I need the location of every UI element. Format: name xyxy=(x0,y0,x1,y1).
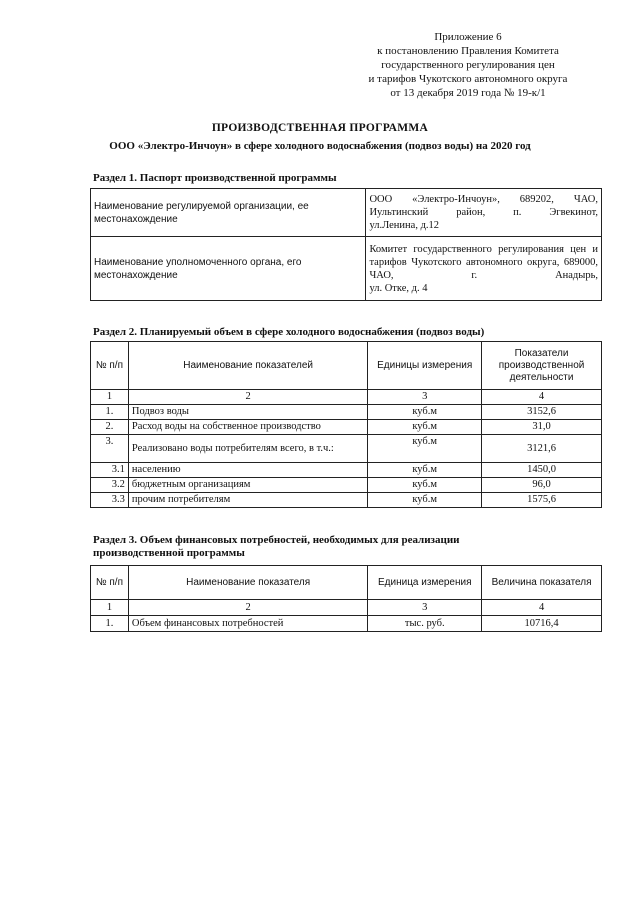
appendix-line: Приложение 6 xyxy=(434,31,502,43)
index-cell: 4 xyxy=(482,600,602,616)
table-row xyxy=(91,463,602,478)
index-cell: 3 xyxy=(368,600,482,616)
row-num: 3.1 xyxy=(91,463,129,478)
index-cell: 1 xyxy=(91,600,129,616)
row-name: населению xyxy=(128,463,367,478)
appendix-line: и тарифов Чукотского автономного округа xyxy=(368,73,568,85)
column-header: Единица измерения xyxy=(368,566,482,600)
volume-table xyxy=(90,341,602,508)
row-value: 96,0 xyxy=(482,478,602,493)
appendix-line: к постановлению Правления Комитета xyxy=(377,45,559,57)
row-unit: куб.м xyxy=(368,463,482,478)
column-header: № п/п xyxy=(91,566,129,600)
table-row xyxy=(91,420,602,435)
row-num: 1. xyxy=(91,405,129,420)
table-row xyxy=(91,616,602,632)
row-name: Подвоз воды xyxy=(128,405,367,420)
passport-label: Наименование уполномоченного органа, его местонахождение xyxy=(91,237,366,301)
passport-value xyxy=(366,237,602,301)
column-header: Наименование показателя xyxy=(128,566,367,600)
table-index-row xyxy=(91,600,602,616)
row-unit: куб.м xyxy=(368,405,482,420)
document-subtitle: ООО «Электро-Инчоун» в сфере холодного водоснабжения (подвоз воды) на 2020 год xyxy=(109,140,531,152)
passport-table xyxy=(90,188,602,301)
row-value: 31,0 xyxy=(482,420,602,435)
passport-label: Наименование регулируемой организации, ее местонахождение xyxy=(91,189,366,237)
row-unit: куб.м xyxy=(368,478,482,493)
column-header: № п/п xyxy=(91,342,129,390)
row-num: 3. xyxy=(91,435,129,463)
appendix-line: государственного регулирования цен xyxy=(381,59,555,71)
index-cell: 4 xyxy=(482,390,602,405)
index-cell: 3 xyxy=(368,390,482,405)
passport-value-last: ул. Отке, д. 4 xyxy=(369,282,428,294)
section3-heading xyxy=(93,534,460,560)
row-value: 10716,4 xyxy=(482,616,602,632)
row-name: прочим потребителям xyxy=(128,493,367,508)
table-row xyxy=(91,478,602,493)
index-cell: 2 xyxy=(128,600,367,616)
passport-value-last: ул.Ленина, д.12 xyxy=(369,220,440,231)
finance-table xyxy=(90,565,602,632)
table-row xyxy=(91,237,602,301)
column-header: Наименование показателей xyxy=(128,342,367,390)
section1-heading: Раздел 1. Паспорт производственной программы xyxy=(93,172,337,184)
passport-value-main: Комитет государственного регулирования цен и тарифов Чукотского автономного округа, 689000, ЧАО, г. Анадырь, xyxy=(369,243,598,281)
document-title: ПРОИЗВОДСТВЕННАЯ ПРОГРАММА xyxy=(211,122,429,134)
table-header-row xyxy=(91,342,602,390)
row-num: 3.3 xyxy=(91,493,129,508)
row-name: Объем финансовых потребностей xyxy=(128,616,367,632)
row-value: 3152,6 xyxy=(482,405,602,420)
row-num: 2. xyxy=(91,420,129,435)
section3-heading-line: Раздел 3. Объем финансовых потребностей, необходимых для реализации xyxy=(93,534,460,546)
row-unit: куб.м xyxy=(368,435,482,463)
table-row xyxy=(91,493,602,508)
row-unit: тыс. руб. xyxy=(368,616,482,632)
row-name: Расход воды на собственное производство xyxy=(128,420,367,435)
row-value: 1450,0 xyxy=(482,463,602,478)
row-unit: куб.м xyxy=(368,420,482,435)
row-num: 3.2 xyxy=(91,478,129,493)
row-unit: куб.м xyxy=(368,493,482,508)
table-row xyxy=(91,189,602,237)
appendix-line: от 13 декабря 2019 года № 19-к/1 xyxy=(390,87,546,99)
section2-heading: Раздел 2. Планируемый объем в сфере холодного водоснабжения (подвоз воды) xyxy=(93,326,485,338)
row-name: бюджетным организациям xyxy=(128,478,367,493)
column-header: Показатели производственной деятельности xyxy=(482,342,602,390)
index-cell: 2 xyxy=(128,390,367,405)
section3-heading-line: производственной программы xyxy=(93,547,245,559)
table-row xyxy=(91,435,602,463)
index-cell: 1 xyxy=(91,390,129,405)
table-row xyxy=(91,405,602,420)
table-index-row xyxy=(91,390,602,405)
column-header: Величина показателя xyxy=(482,566,602,600)
passport-value-main: ООО «Электро-Инчоун», 689202, ЧАО, Иультинский район, п. Эгвекинот, xyxy=(369,194,598,218)
table-header-row xyxy=(91,566,602,600)
row-value: 3121,6 xyxy=(482,435,602,463)
row-value: 1575,6 xyxy=(482,493,602,508)
appendix-block xyxy=(348,30,588,100)
passport-value xyxy=(366,189,602,237)
column-header: Единицы измерения xyxy=(368,342,482,390)
row-num: 1. xyxy=(91,616,129,632)
row-name: Реализовано воды потребителям всего, в т.ч.: xyxy=(128,435,367,463)
